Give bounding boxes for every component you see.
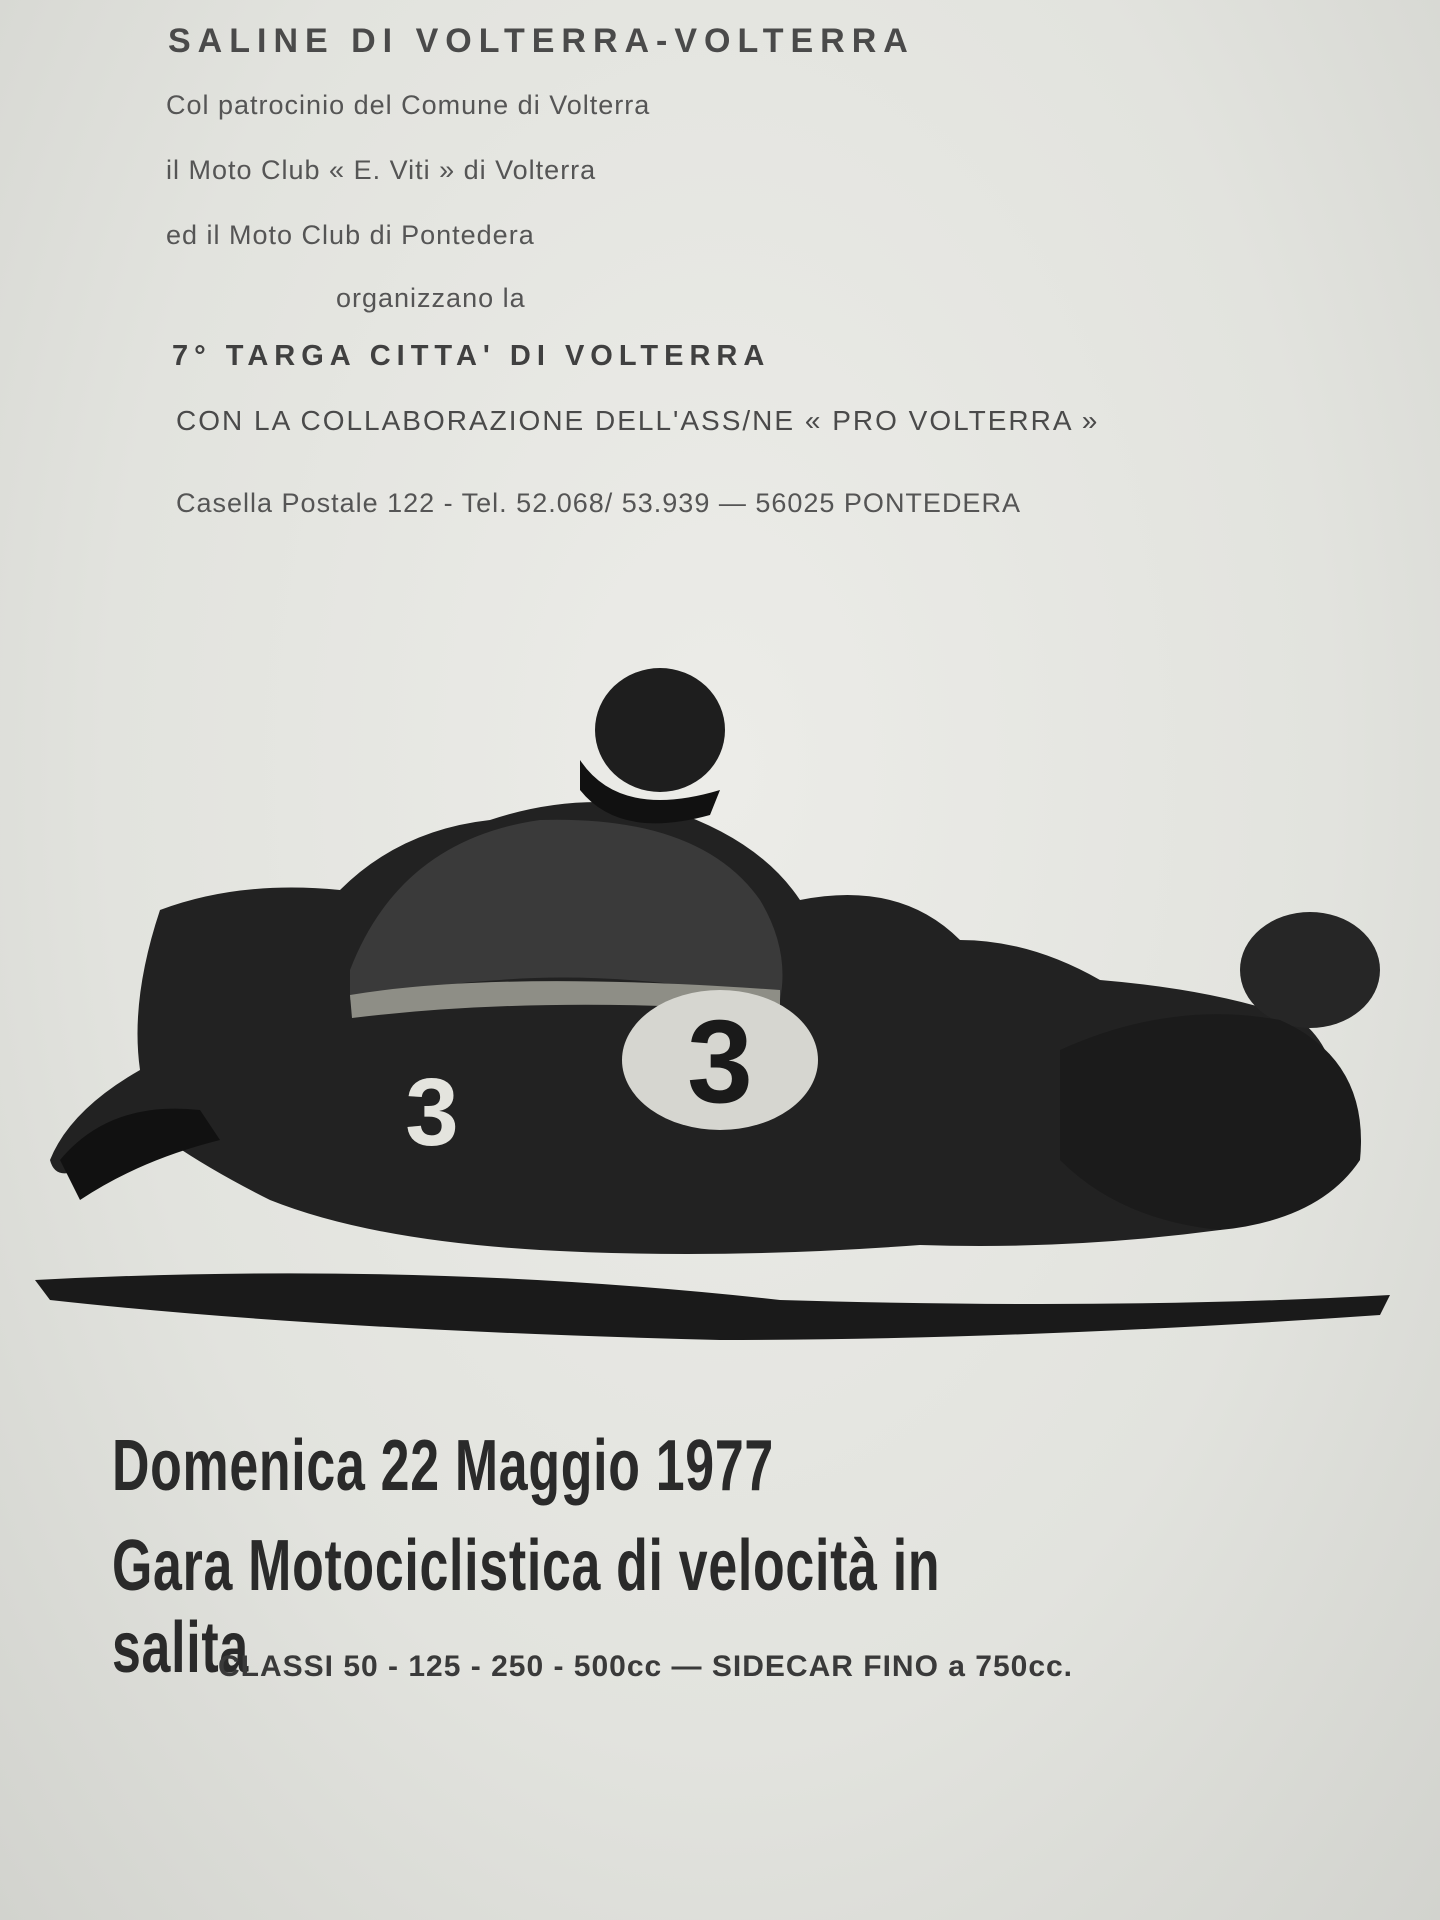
front-number-plate: 3 [687,996,753,1128]
race-classes: CLASSI 50 - 125 - 250 - 500cc — SIDECAR FINO a 750cc. [218,1650,1074,1683]
event-date: Domenica 22 Maggio 1977 [112,1426,774,1506]
race-title: Gara Motociclistica di velocità in salita [112,1526,941,1688]
collaboration-line: CON LA COLLABORAZIONE DELL'ASS/NE « PRO VOLTERRA » [176,405,1100,436]
event-title: 7° TARGA CITTA' DI VOLTERRA [172,340,771,372]
sidecar-race-photo [20,640,1420,1360]
patronage-line: Col patrocinio del Comune di Volterra [166,90,651,120]
club-line: il Moto Club « E. Viti » di Volterra [166,155,597,185]
side-number: 3 [405,1059,459,1166]
address-line: Casella Postale 122 - Tel. 52.068/ 53.939 — 56025 PONTEDERA [176,488,1021,518]
organize-line: organizzano la [336,283,526,313]
club-line-2: ed il Moto Club di Pontedera [166,220,535,250]
organizers-title: SALINE DI VOLTERRA-VOLTERRA [168,22,915,60]
